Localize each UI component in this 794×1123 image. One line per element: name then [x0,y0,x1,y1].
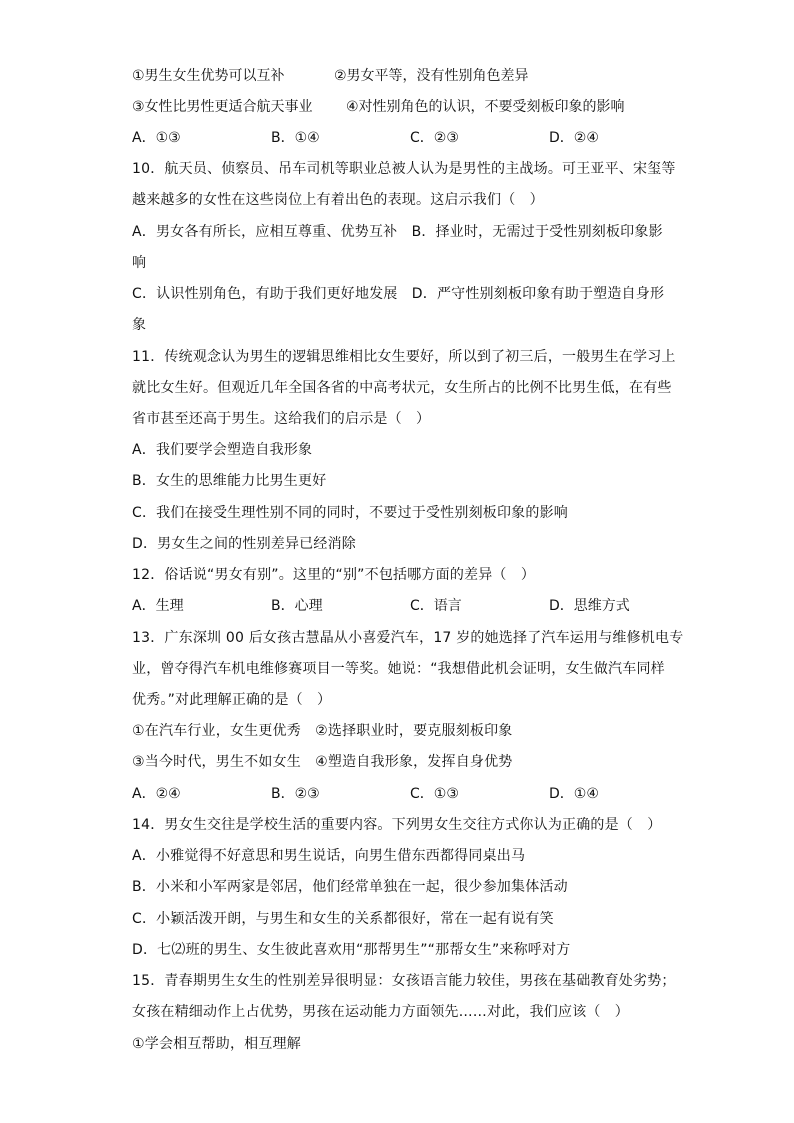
q9-statement-1: ①男生女生优势可以互补 [132,68,285,84]
q13-statements-1-2: ①在汽车行业，女生更优秀 ②选择职业时，要克服刻板印象 [132,723,513,739]
q11-stem-line-3: 省市甚至还高于男生。这给我们的启示是（ ） [132,411,431,427]
q9-option-b: B．①④ [271,130,320,146]
q10-options-a-b: A．男女各有所长，应相互尊重、优势互补 B．择业时，无需过于受性别刻板印象影 [132,224,663,240]
q10-option-b-continued: 响 [132,255,147,271]
q14-option-a: A．小雅觉得不好意思和男生说话，向男生借东西都得同桌出马 [132,848,526,864]
q12-option-d: D．思维方式 [549,598,630,614]
q9-statements-row-2 [132,97,652,117]
q14-option-b: B．小米和小军两家是邻居，他们经常单独在一起，很少参加集体活动 [132,879,568,895]
q12-stem: 12．俗话说“男女有别”。这里的“别”不包括哪方面的差异（ ） [132,567,536,583]
q10-stem-line-1: 10．航天员、侦察员、吊车司机等职业总被人认为是男性的主战场。可王亚平、宋玺等 [132,161,676,177]
q12-option-b: B．心理 [271,598,323,614]
q13-stem-line-1: 13．广东深圳 00 后女孩古慧晶从小喜爱汽车，17 岁的她选择了汽车运用与维修机电专 [132,630,684,646]
q11-option-d: D．男女生之间的性别差异已经消除 [132,536,356,552]
q14-option-d: D．七⑵班的男生、女生彼此喜欢用“那帮男生”“那帮女生”来称呼对方 [132,942,571,958]
q14-stem: 14．男女生交往是学校生活的重要内容。下列男女生交往方式你认为正确的是（ ） [132,817,662,833]
q15-statement-1: ①学会相互帮助，相互理解 [132,1036,301,1052]
q12-options [132,596,652,616]
q10-option-d-continued: 象 [132,317,147,333]
q12-option-c: C．语言 [410,598,462,614]
q12-option-a: A．生理 [132,598,184,614]
q11-option-a: A．我们要学会塑造自我形象 [132,442,313,458]
q9-option-d: D．②④ [549,130,599,146]
q11-option-c: C．我们在接受生理性别不同的同时，不要过于受性别刻板印象的影响 [132,505,568,521]
q13-options [132,784,652,804]
q9-options [132,128,652,148]
q9-statement-2: ②男女平等，没有性别角色差异 [334,68,529,84]
q13-statements-3-4: ③当今时代，男生不如女生 ④塑造自我形象，发挥自身优势 [132,754,513,770]
q13-option-b: B．②③ [271,786,320,802]
q11-stem-line-2: 就比女生好。但观近几年全国各省的中高考状元，女生所占的比例不比男生低，在有些 [132,380,672,396]
q9-option-a: A．①③ [132,130,181,146]
q9-option-c: C．②③ [410,130,459,146]
q13-stem-line-3: 优秀。”对此理解正确的是（ ） [132,692,332,708]
q9-statement-3: ③女性比男性更适合航天事业 [132,99,313,115]
q9-statement-4: ④对性别角色的认识，不要受刻板印象的影响 [346,99,625,115]
q15-stem-line-1: 15．青春期男生女生的性别差异很明显：女孩语言能力较佳，男孩在基础教育处劣势； [132,973,676,989]
q13-option-a: A．②④ [132,786,181,802]
q15-stem-line-2: 女孩在精细动作上占优势，男孩在运动能力方面领先……对此，我们应该（ ） [132,1004,629,1020]
q13-option-c: C．①③ [410,786,459,802]
q13-stem-line-2: 业，曾夺得汽车机电维修赛项目一等奖。她说：“我想借此机会证明，女生做汽车同样 [132,661,665,677]
q11-stem-line-1: 11．传统观念认为男生的逻辑思维相比女生要好，所以到了初三后，一般男生在学习上 [132,349,676,365]
q13-option-d: D．①④ [549,786,599,802]
q11-option-b: B．女生的思维能力比男生更好 [132,473,327,489]
q10-options-c-d: C．认识性别角色，有助于我们更好地发展 D．严守性别刻板印象有助于塑造自身形 [132,286,665,302]
q9-statements-row-1 [132,66,652,86]
q14-option-c: C．小颖活泼开朗，与男生和女生的关系都很好，常在一起有说有笑 [132,911,554,927]
q10-stem-line-2: 越来越多的女性在这些岗位上有着出色的表现。这启示我们（ ） [132,192,544,208]
